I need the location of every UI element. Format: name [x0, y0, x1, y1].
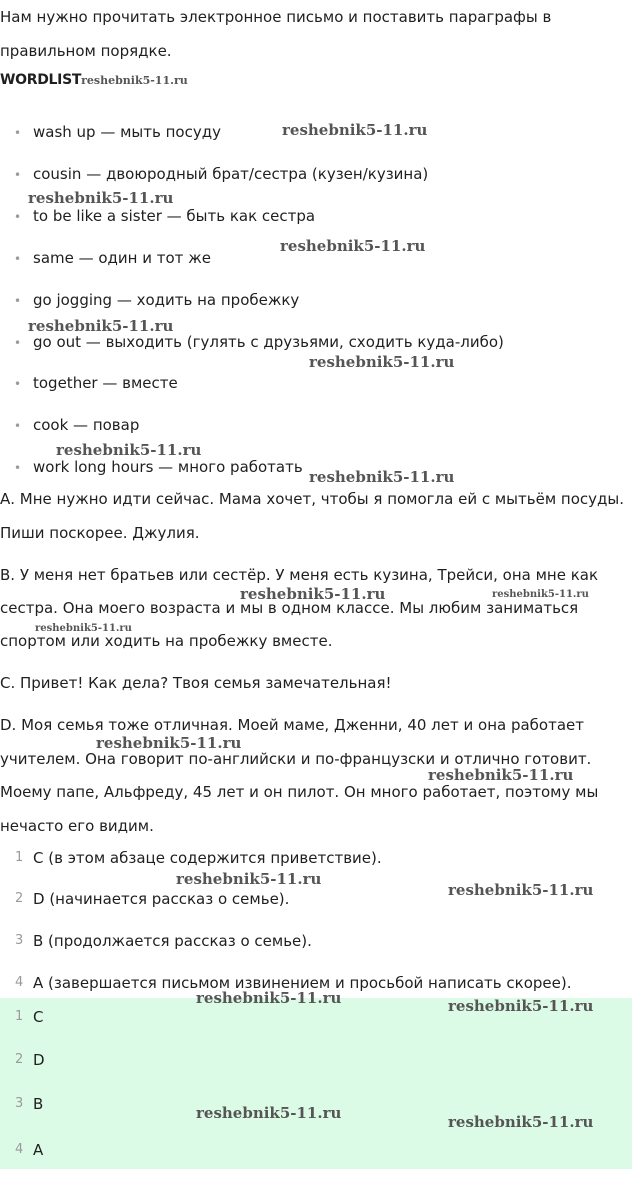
list-number: 3: [15, 933, 24, 948]
paragraph-line: спортом или ходить на пробежку вместе.: [0, 632, 333, 650]
list-item: together — вместе: [33, 374, 178, 392]
list-item: А (завершается письмом извинением и просьбой написать скорее).: [33, 974, 572, 992]
watermark: reshebnik5-11.ru: [309, 468, 455, 486]
wordlist-heading: [0, 72, 188, 88]
paragraph-line: нечасто его видим.: [0, 817, 154, 835]
list-number: 1: [15, 850, 24, 865]
bullet-icon: •: [14, 419, 22, 433]
bullet-icon: •: [14, 461, 22, 475]
watermark: reshebnik5-11.ru: [28, 317, 174, 335]
bullet-icon: •: [14, 210, 22, 224]
watermark: reshebnik5-11.ru: [56, 441, 202, 459]
list-item: wash up — мыть посуду: [33, 123, 221, 141]
bullet-icon: •: [14, 252, 22, 266]
list-number: 4: [15, 975, 24, 990]
paragraph-line: С. Привет! Как дела? Твоя семья замечательная!: [0, 674, 392, 692]
wordlist-title: WORDLIST: [0, 72, 82, 88]
paragraph-line: сестра. Она моего возраста и мы в одном классе. Мы любим заниматься: [0, 599, 579, 617]
bullet-icon: •: [14, 126, 22, 140]
answer-number: 4: [15, 1142, 24, 1157]
watermark: reshebnik5-11.ru: [176, 870, 322, 888]
list-item: С (в этом абзаце содержится приветствие).: [33, 849, 382, 867]
answer-item: D: [33, 1051, 45, 1069]
answer-number: 2: [15, 1052, 24, 1067]
list-item: work long hours — много работать: [33, 458, 303, 476]
list-item: cook — повар: [33, 416, 140, 434]
answer-number: 1: [15, 1009, 24, 1024]
list-number: 2: [15, 891, 24, 906]
watermark: reshebnik5-11.ru: [448, 997, 594, 1015]
watermark: reshebnik5-11.ru: [280, 237, 426, 255]
watermark: reshebnik5-11.ru: [492, 589, 589, 600]
list-item: D (начинается рассказ о семье).: [33, 890, 290, 908]
paragraph-line: D. Моя семья тоже отличная. Моей маме, Дженни, 40 лет и она работает: [0, 716, 585, 734]
paragraph-line: А. Мне нужно идти сейчас. Мама хочет, чтобы я помогла ей с мытьём посуды.: [0, 490, 624, 508]
bullet-icon: •: [14, 168, 22, 182]
watermark: reshebnik5-11.ru: [196, 989, 342, 1007]
watermark: reshebnik5-11.ru: [35, 623, 132, 634]
answer-item: В: [33, 1095, 44, 1113]
paragraph-line: В. У меня нет братьев или сестёр. У меня есть кузина, Трейси, она мне как: [0, 566, 599, 584]
intro-line-2: правильном порядке.: [0, 42, 172, 60]
list-item: go jogging — ходить на пробежку: [33, 291, 300, 309]
watermark: reshebnik5-11.ru: [309, 353, 455, 371]
bullet-icon: •: [14, 336, 22, 350]
watermark: reshebnik5-11.ru: [196, 1104, 342, 1122]
list-item: to be like a sister — быть как сестра: [33, 207, 316, 225]
intro-line-1: Нам нужно прочитать электронное письмо и поставить параграфы в: [0, 8, 552, 26]
paragraph-line: учителем. Она говорит по-английски и по-французски и отлично готовит.: [0, 750, 592, 768]
answer-item: А: [33, 1141, 44, 1159]
answer-item: С: [33, 1008, 44, 1026]
bullet-icon: •: [14, 377, 22, 391]
list-item: same — один и тот же: [33, 249, 211, 267]
answer-box: [0, 998, 632, 1169]
list-item: go out — выходить (гулять с друзьями, сходить куда-либо): [33, 333, 504, 351]
watermark: reshebnik5-11.ru: [448, 1113, 594, 1131]
watermark: reshebnik5-11.ru: [428, 766, 574, 784]
bullet-icon: •: [14, 294, 22, 308]
watermark: reshebnik5-11.ru: [240, 585, 386, 603]
watermark: reshebnik5-11.ru: [96, 734, 242, 752]
list-item: cousin — двоюродный брат/сестра (кузен/кузина): [33, 165, 429, 183]
watermark: reshebnik5-11.ru: [28, 189, 174, 207]
watermark: reshebnik5-11.ru: [282, 121, 428, 139]
answer-number: 3: [15, 1096, 24, 1111]
paragraph-line: Пиши поскорее. Джулия.: [0, 524, 200, 542]
wordlist-watermark: reshebnik5-11.ru: [81, 74, 188, 87]
list-item: В (продолжается рассказ о семье).: [33, 932, 312, 950]
paragraph-line: Моему папе, Альфреду, 45 лет и он пилот. Он много работает, поэтому мы: [0, 783, 599, 801]
watermark: reshebnik5-11.ru: [448, 881, 594, 899]
